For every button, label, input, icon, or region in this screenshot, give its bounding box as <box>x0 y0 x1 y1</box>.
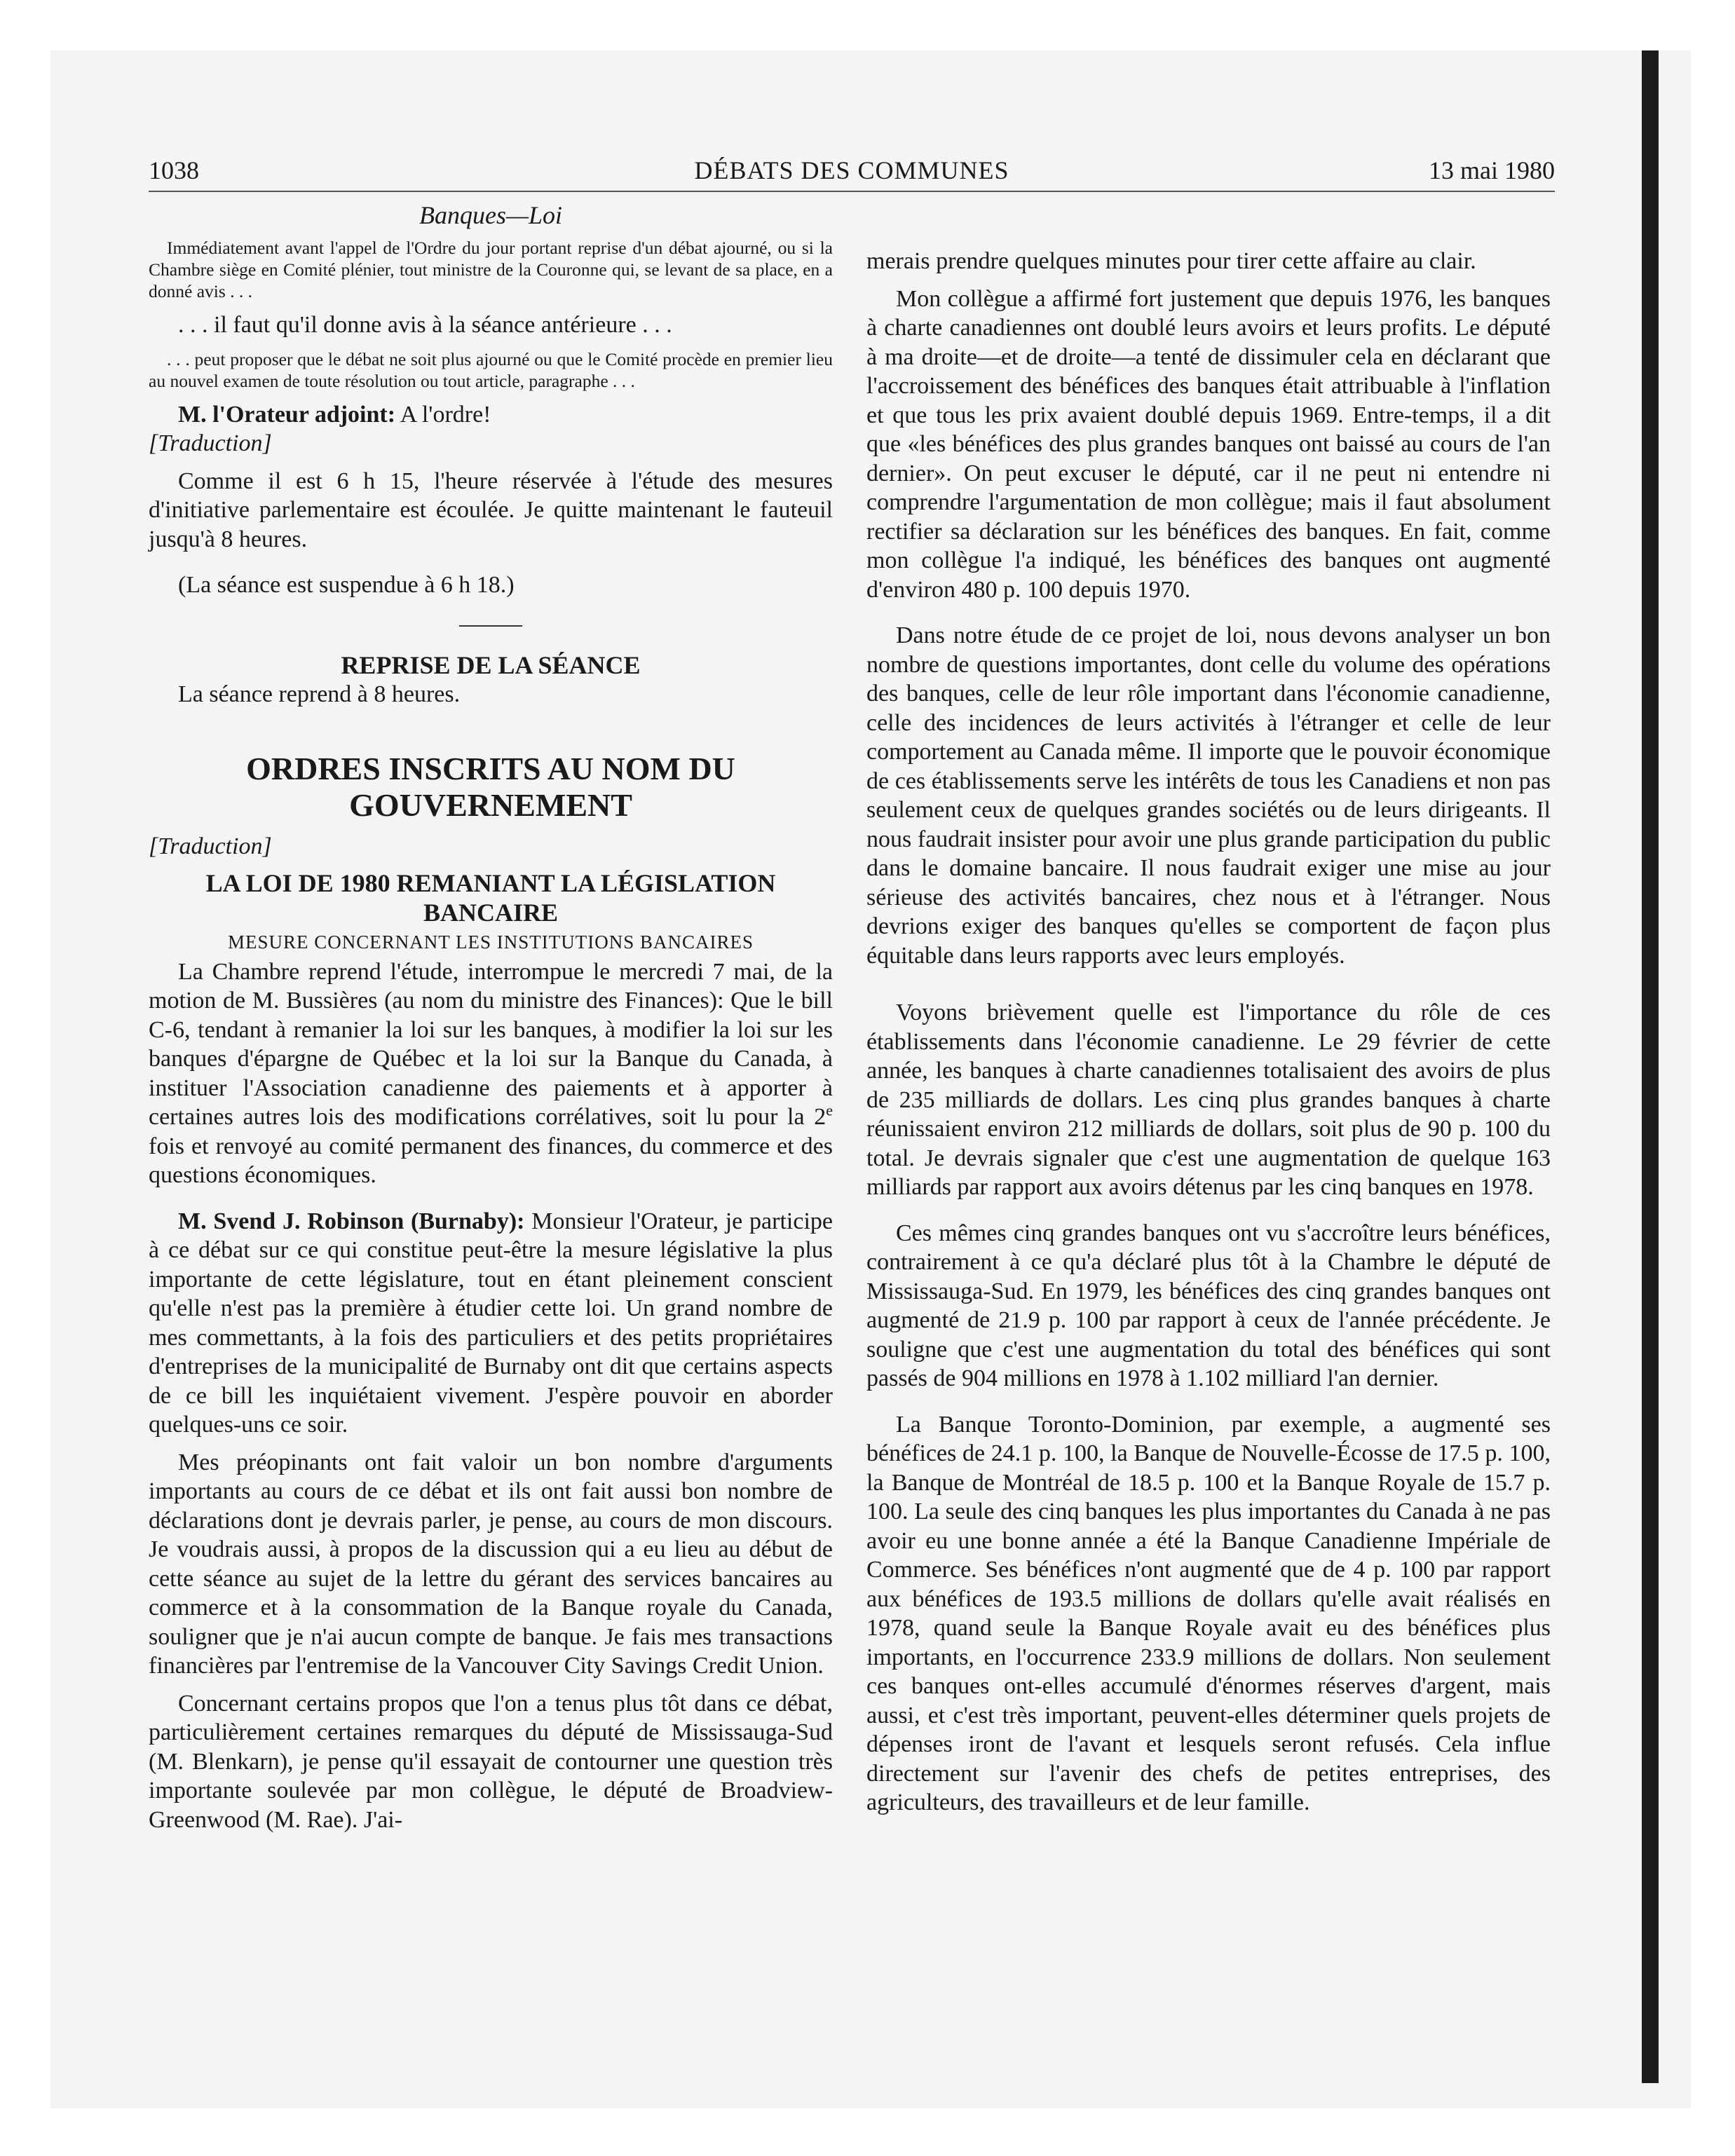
paragraph-heure: Comme il est 6 h 15, l'heure réservée à l'étude des mesures d'initiative parlementaire est écoulée. Je quitte maintenant le fauteuil jusqu'à 8 heures. <box>149 468 833 552</box>
speaker-name: M. Svend J. Robinson (Burnaby): <box>178 1208 525 1234</box>
orders-heading-line-1: ORDRES INSCRITS AU NOM DU <box>246 751 735 786</box>
orders-heading-line-2: GOUVERNEMENT <box>349 787 632 823</box>
speech-text: Monsieur l'Orateur, je participe à ce débat sur ce qui constitue peut-être la mesure législative la plus importante de cette législature, tout en étant pleinement conscient qu'elle n'est pas la première à étudier cette loi. Un grand nombre de mes commettants, à la fois des particuliers et des petits propriétaires d'entreprises de la municipalité de Burnaby ont dit que certains aspects de ce bill les inquiétaient vivement. J'espère pouvoir en aborder quelques-uns ce soir. <box>149 1208 833 1438</box>
scan-edge-bar <box>1642 50 1659 2083</box>
reprise-heading: REPRISE DE LA SÉANCE <box>341 650 641 679</box>
paragraph-etude: Dans notre étude de ce projet de loi, nous devons analyser un bon nombre de questions importantes, dont celle du volume des opérations des banques, celle de leur rôle important dans l'économie canadienne, celle des incidences de leurs activités à l'étranger et celle de leur comportement au Canada même. Il importe que le pouvoir économique de ces établissements serve les intérêts de tous les Canadiens et non pas seulement ceux de quelques grandes sociétés ou de leurs dirigeants. Il nous faudrait insister pour avoir une plus grande participation du public dans le domaine bancaire. Il nous faudrait exiger une mise au jour sérieuse des activités bancaires, chez nous et à l'étranger. Nous devrions exiger des banques qu'elles se comportent de façon plus équitable dans leurs rapports avec leurs employés. <box>866 622 1551 969</box>
measure-subheading: MESURE CONCERNANT LES INSTITUTIONS BANCAIRES <box>227 931 754 953</box>
paragraph-continuation: merais prendre quelques minutes pour tirer cette affaire au clair. <box>866 248 1476 274</box>
paragraph-concernant: Concernant certains propos que l'on a tenus plus tôt dans ce débat, particulièrement certaines remarques du député de Mississauga-Sud (M. Blenkarn), je pense qu'il essayait de contourner une question très importante soulevée par mon collègue, le député de Broadview-Greenwood (M. Rae). J'ai- <box>149 1690 833 1833</box>
paragraph-motion: La Chambre reprend l'étude, interrompue le mercredi 7 mai, de la motion de M. Bussières (au nom du ministre des Finances): Que le bill C-6, tendant à remanier la loi sur les banques, à modifier la loi sur les banques d'épargne de Québec et la loi sur la Banque du Canada, à instituer l'Association canadienne des paiements et à apporter à certaines autres lois des modifications corrélatives, soit lu pour la 2e fois et renvoyé au comité permanent des finances, du commerce et des questions économiques. <box>149 958 833 1188</box>
translation-note: [Traduction] <box>149 833 272 859</box>
bill-heading-line-2: BANCAIRE <box>423 898 559 927</box>
left-column <box>149 200 833 1834</box>
running-header <box>149 156 1555 192</box>
standing-order-quote-2: . . . il faut qu'il donne avis à la séance antérieure . . . <box>178 312 672 338</box>
paragraph-cinq-banques: Ces mêmes cinq grandes banques ont vu s'accroître leurs bénéfices, contrairement à ce qu'a déclaré plus tôt à la Chambre le député de Mississauga-Sud. En 1979, les bénéfices des cinq grandes banques ont augmenté de 21.9 p. 100 par rapport à ceux de l'année précédente. Je souligne que c'est une augmentation du total des bénéfices qui sont passés de 904 millions en 1978 à 1.102 milliard l'an dernier. <box>866 1220 1551 1391</box>
speech-text: A l'ordre! <box>400 401 491 428</box>
paragraph-voyons: Voyons brièvement quelle est l'importance du rôle de ces établissements dans l'économie canadienne. Le 29 février de cette année, les banques à charte canadiennes totalisaient des avoirs de plus de 235 milliards de dollars. Les cinq plus grandes banques à charte réunissaient environ 212 milliards de dollars, soit plus de 90 p. 100 du total. Je devrais signaler que c'est une augmentation de quelque 163 milliards par rapport aux avoirs détenus par les cinq banques en 1978. <box>866 999 1551 1200</box>
session-date: 13 mai 1980 <box>1429 156 1555 184</box>
sitting-suspended-note: (La séance est suspendue à 6 h 18.) <box>178 572 515 598</box>
standing-order-quote-1: Immédiatement avant l'appel de l'Ordre du jour portant reprise d'un débat ajourné, ou si la Chambre siège en Comité plénier, tout ministre de la Couronne qui, se levant de sa place, en a donné avis . . . <box>149 238 833 301</box>
bill-heading-line-1: LA LOI DE 1980 REMANIANT LA LÉGISLATION <box>205 868 776 897</box>
robinson-intervention <box>149 1207 833 1440</box>
journal-title: DÉBATS DES COMMUNES <box>694 156 1009 184</box>
paragraph-preopinants: Mes préopinants ont fait valoir un bon nombre d'arguments importants au cours de ce débat et ils ont fait aussi bon nombre de déclarations dont je devrais parler, je pense, au cours de mon discours. Je voudrais aussi, à propos de la discussion qui a eu lieu au début de cette séance au sujet de la lettre du gérant des services bancaires au commerce et à la consommation de la Banque royale du Canada, souligner que je n'ai aucun compte de banque. Je fais mes transactions financières par l'entremise de la Vancouver City Savings Credit Union. <box>149 1449 833 1679</box>
paragraph-toronto-dominion: La Banque Toronto-Dominion, par exemple, a augmenté ses bénéfices de 24.1 p. 100, la Banque de Nouvelle-Écosse de 17.5 p. 100, la Banque de Montréal de 18.5 p. 100 et la Banque Royale de 15.7 p. 100. La seule des cinq banques les plus importantes du Canada à ne pas avoir eu une bonne année a été la Banque Canadienne Impériale de Commerce. Ses bénéfices n'ont augmenté que de 4 p. 100 par rapport aux bénéfices de 193.5 millions de dollars qu'elle avait réalisés en 1978, quand seule la Banque Royale avait eu des bénéfices plus importants, en l'occurrence 233.9 millions de dollars. Non seulement ces banques ont-elles accumulé d'énormes réserves d'argent, mais aussi, et c'est très important, peuvent-elles déterminer quels projets de dépenses iront de l'avant et lesquels seront refusés. Cela influe directement sur l'avenir des chefs de petites entreprises, des agriculteurs, des travailleurs et de leur famille. <box>866 1411 1551 1815</box>
translation-note: [Traduction] <box>149 430 272 456</box>
speaker-name: M. l'Orateur adjoint: <box>178 401 396 428</box>
paragraph-collegue: Mon collègue a affirmé fort justement que depuis 1976, les banques à charte canadiennes ont doublé leurs avoirs et leurs profits. Le député à ma droite—et de droite—a tenté de dissimuler cela en déclarant que l'accroissement des bénéfices des banques était attribuable à l'inflation et que tous les prix avaient doublé depuis 1969. Entre-temps, il a dit que «les bénéfices des plus grandes banques ont baissé au cours de l'an dernier». On peut excuser le député, car il ne peut ni entendre ni comprendre l'argumentation de mon collègue; mais il faut absolument rectifier sa déclaration sur les bénéfices des banques. En fait, comme mon collègue l'a indiqué, les bénéfices des banques ont augmenté d'environ 480 p. 100 depuis 1970. <box>866 285 1551 603</box>
subject-heading: Banques—Loi <box>419 201 562 229</box>
reprise-text: La séance reprend à 8 heures. <box>178 681 461 707</box>
right-column <box>866 247 1551 1817</box>
page-number: 1038 <box>149 156 199 184</box>
section-divider <box>459 625 522 627</box>
orders-heading <box>149 751 833 824</box>
bill-heading <box>149 868 833 927</box>
orateur-intervention <box>149 400 833 430</box>
standing-order-quote-3: . . . peut proposer que le débat ne soit plus ajourné ou que le Comité procède en premier lieu au nouvel examen de toute résolution ou tout article, paragraphe . . . <box>149 348 833 391</box>
